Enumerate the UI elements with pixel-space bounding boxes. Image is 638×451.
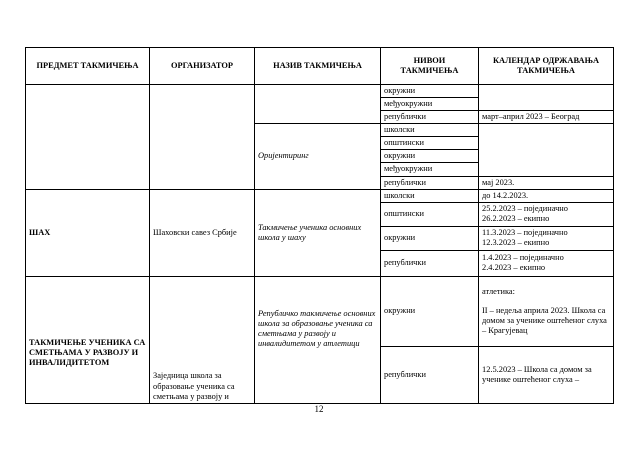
level-cell: окружни	[381, 226, 479, 250]
header-levels: НИВОИ ТАКМИЧЕЊА	[381, 48, 479, 85]
organizer-cell: Заједница школа за образовање ученика са сметњама у развоју и	[150, 276, 255, 403]
level-cell: републички	[381, 346, 479, 403]
calendar-cell: 12.5.2023 – Школа са домом за ученике оштећеног слуха –	[479, 346, 614, 403]
calendar-line: 12.3.2023 – екипно	[482, 238, 550, 248]
subject-cell: ШАХ	[26, 189, 150, 276]
level-cell: општински	[381, 202, 479, 226]
level-cell: општински	[381, 137, 479, 150]
calendar-text: II – недеља априла 2023. Школа са домом за ученике оштећеног слуха – Крагујевац	[482, 305, 607, 335]
header-calendar: КАЛЕНДАР ОДРЖАВАЊА ТАКМИЧЕЊА	[479, 48, 614, 85]
page-number: 12	[314, 404, 324, 414]
calendar-line: 1.4.2023 – појединачно	[482, 253, 564, 263]
calendar-cell	[479, 276, 614, 346]
level-cell: републички	[381, 176, 479, 189]
calendar-title: атлетика:	[482, 286, 515, 296]
level-cell: међуокружни	[381, 163, 479, 176]
calendar-cell: мај 2023.	[479, 176, 614, 189]
calendar-line: 2.4.2023 – екипно	[482, 263, 546, 273]
subject-text: ТАКМИЧЕЊЕ УЧЕНИКА СА СМЕТЊАМА У РАЗВОЈУ И ИНВАЛИДИТЕТОМ	[29, 338, 146, 368]
header-subject: ПРЕДМЕТ ТАКМИЧЕЊА	[26, 48, 150, 85]
competition-name-cell: Такмичење ученика основних школа у шаху	[255, 189, 381, 276]
level-cell: републички	[381, 250, 479, 276]
subject-cell-empty	[26, 85, 150, 190]
competition-name-cell: Оријентиринг	[255, 124, 381, 189]
calendar-cell: март–април 2023 – Београд	[479, 111, 614, 124]
calendar-cell-empty	[479, 124, 614, 176]
competition-name-cell	[255, 276, 381, 403]
subject-cell	[26, 276, 150, 403]
level-cell: окружни	[381, 85, 479, 98]
table-row	[26, 85, 614, 98]
organizer-cell: Шаховски савез Србије	[150, 189, 255, 276]
header-organizer: ОРГАНИЗАТОР	[150, 48, 255, 85]
table-header-row	[26, 48, 614, 85]
organizer-cell-empty	[150, 85, 255, 190]
competition-table	[25, 47, 614, 404]
calendar-cell	[479, 250, 614, 276]
level-cell: окружни	[381, 150, 479, 163]
table-row	[26, 276, 614, 346]
calendar-line: 25.2.2023 – појединачно	[482, 204, 568, 214]
calendar-cell	[479, 202, 614, 226]
level-cell: школски	[381, 189, 479, 202]
level-cell: републички	[381, 111, 479, 124]
calendar-line: 11.3.2023 – појединачно	[482, 228, 568, 238]
level-cell: окружни	[381, 276, 479, 346]
calendar-cell	[479, 226, 614, 250]
table-row	[26, 189, 614, 202]
competition-name-text: Републичко такмичење основних школа за образовање ученика са сметњама у развоју и инвалидитетом у атлетици	[258, 308, 376, 348]
level-cell: међуокружни	[381, 98, 479, 111]
calendar-line: 26.2.2023 – екипно	[482, 214, 550, 224]
competition-name-cell-empty	[255, 85, 381, 124]
header-competition-name: НАЗИВ ТАКМИЧЕЊА	[255, 48, 381, 85]
calendar-cell-empty	[479, 85, 614, 111]
calendar-cell: до 14.2.2023.	[479, 189, 614, 202]
level-cell: школски	[381, 124, 479, 137]
